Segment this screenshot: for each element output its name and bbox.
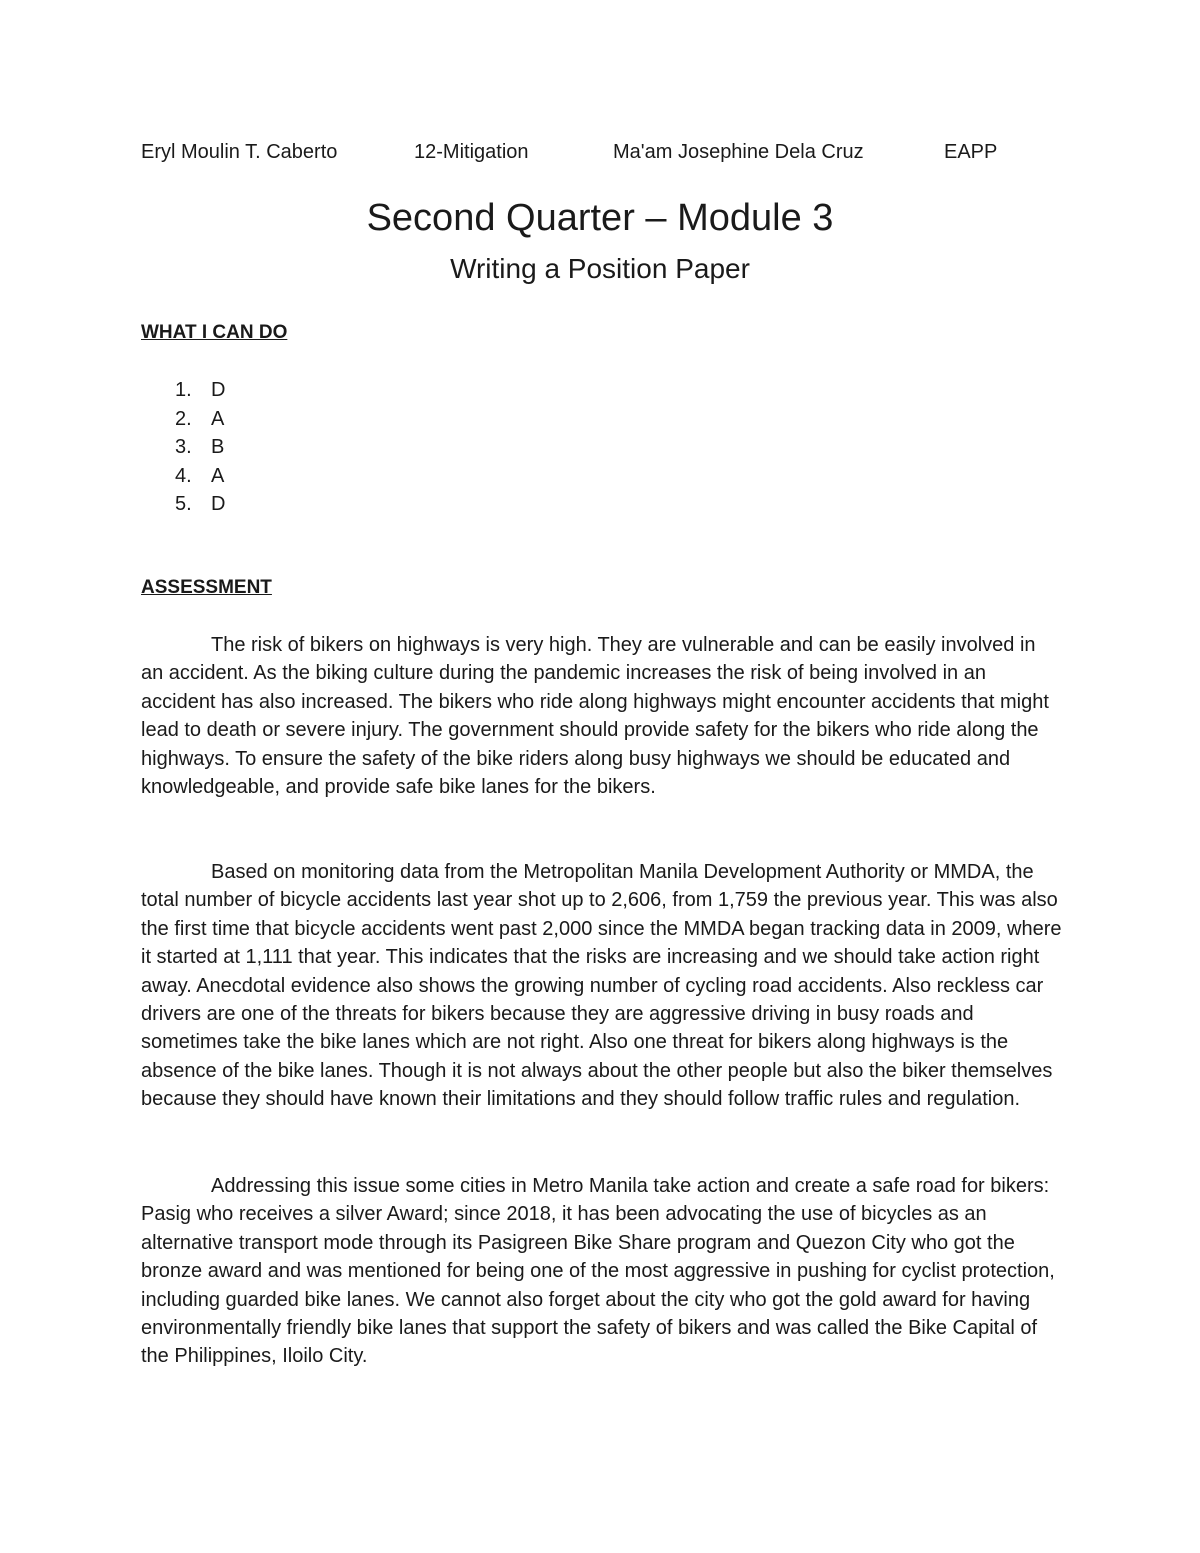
answer-number: 5. bbox=[175, 493, 192, 515]
answer-number: 2. bbox=[175, 407, 192, 430]
answer-number: 4. bbox=[175, 464, 192, 487]
assessment-heading: ASSESSMENT bbox=[141, 577, 272, 598]
answer-value: B bbox=[211, 436, 225, 458]
answer-item bbox=[141, 462, 341, 491]
answer-list bbox=[141, 376, 341, 519]
document-subtitle: Writing a Position Paper bbox=[450, 253, 750, 284]
assessment-paragraph-2: Based on monitoring data from the Metropolitan Manila Development Authority or MMDA, the total number of bicycle accidents last year shot up to 2,606, from 1,759 the previous year. This was also the first time that bicycle accidents went past 2,000 since the MMDA began tracking data in 2009, where it started at 1,111 that year. This indicates that the risks are increasing and we should take action right away. Anecdotal evidence also shows the growing number of cycling road accidents. Also reckless car drivers are one of the threats for bikers because they are aggressive driving in busy roads and sometimes take the bike lanes which are not right. Also one threat for bikers along highways is the absence of the bike lanes. Though it is not always about the other people but also the biker themselves because they should have known their limitations and they should follow traffic rules and regulation. bbox=[141, 861, 1062, 1111]
document-header bbox=[141, 141, 1061, 169]
document-title: Second Quarter – Module 3 bbox=[366, 197, 834, 239]
answer-value: D bbox=[211, 493, 226, 515]
answer-value: D bbox=[211, 379, 226, 401]
answer-value: A bbox=[211, 407, 225, 430]
what-i-can-do-heading: WHAT I CAN DO bbox=[141, 322, 288, 343]
assessment-paragraph-3: Addressing this issue some cities in Metro Manila take action and create a safe road for bikers: Pasig who receives a silver Award; since 2018, it has been advocating the use of bicycles as an alternative transport mode through its Pasigreen Bike Share program and Quezon City who got the bronze award and was mentioned for being one of the most aggressive in pushing for cyclist protection, including guarded bike lanes. We cannot also forget about the city who got the gold award for having environmentally friendly bike lanes that support the safety of bikers and was called the Bike Capital of the Philippines, Iloilo City. bbox=[141, 1175, 1055, 1368]
assessment-paragraph-1: The risk of bikers on highways is very high. They are vulnerable and can be easily involved in an accident. As the biking culture during the pandemic increases the risk of being involved in an accident has also increased. The bikers who ride along highways might encounter accidents that might lead to death or severe injury. The government should provide safety for the bikers who ride along the highways. To ensure the safety of the bike riders along busy highways we should be educated and knowledgeable, and provide safe bike lanes for the bikers. bbox=[141, 634, 1049, 799]
student-section: 12-Mitigation bbox=[414, 141, 529, 163]
answer-number: 3. bbox=[175, 436, 192, 458]
answer-item bbox=[141, 490, 341, 519]
teacher-name: Ma'am Josephine Dela Cruz bbox=[613, 141, 864, 163]
answer-item bbox=[141, 376, 341, 405]
answer-value: A bbox=[211, 464, 225, 487]
answer-item bbox=[141, 405, 341, 434]
subject-name: EAPP bbox=[944, 141, 998, 163]
answer-item bbox=[141, 433, 341, 462]
student-name: Eryl Moulin T. Caberto bbox=[141, 141, 338, 163]
answer-number: 1. bbox=[175, 379, 192, 401]
